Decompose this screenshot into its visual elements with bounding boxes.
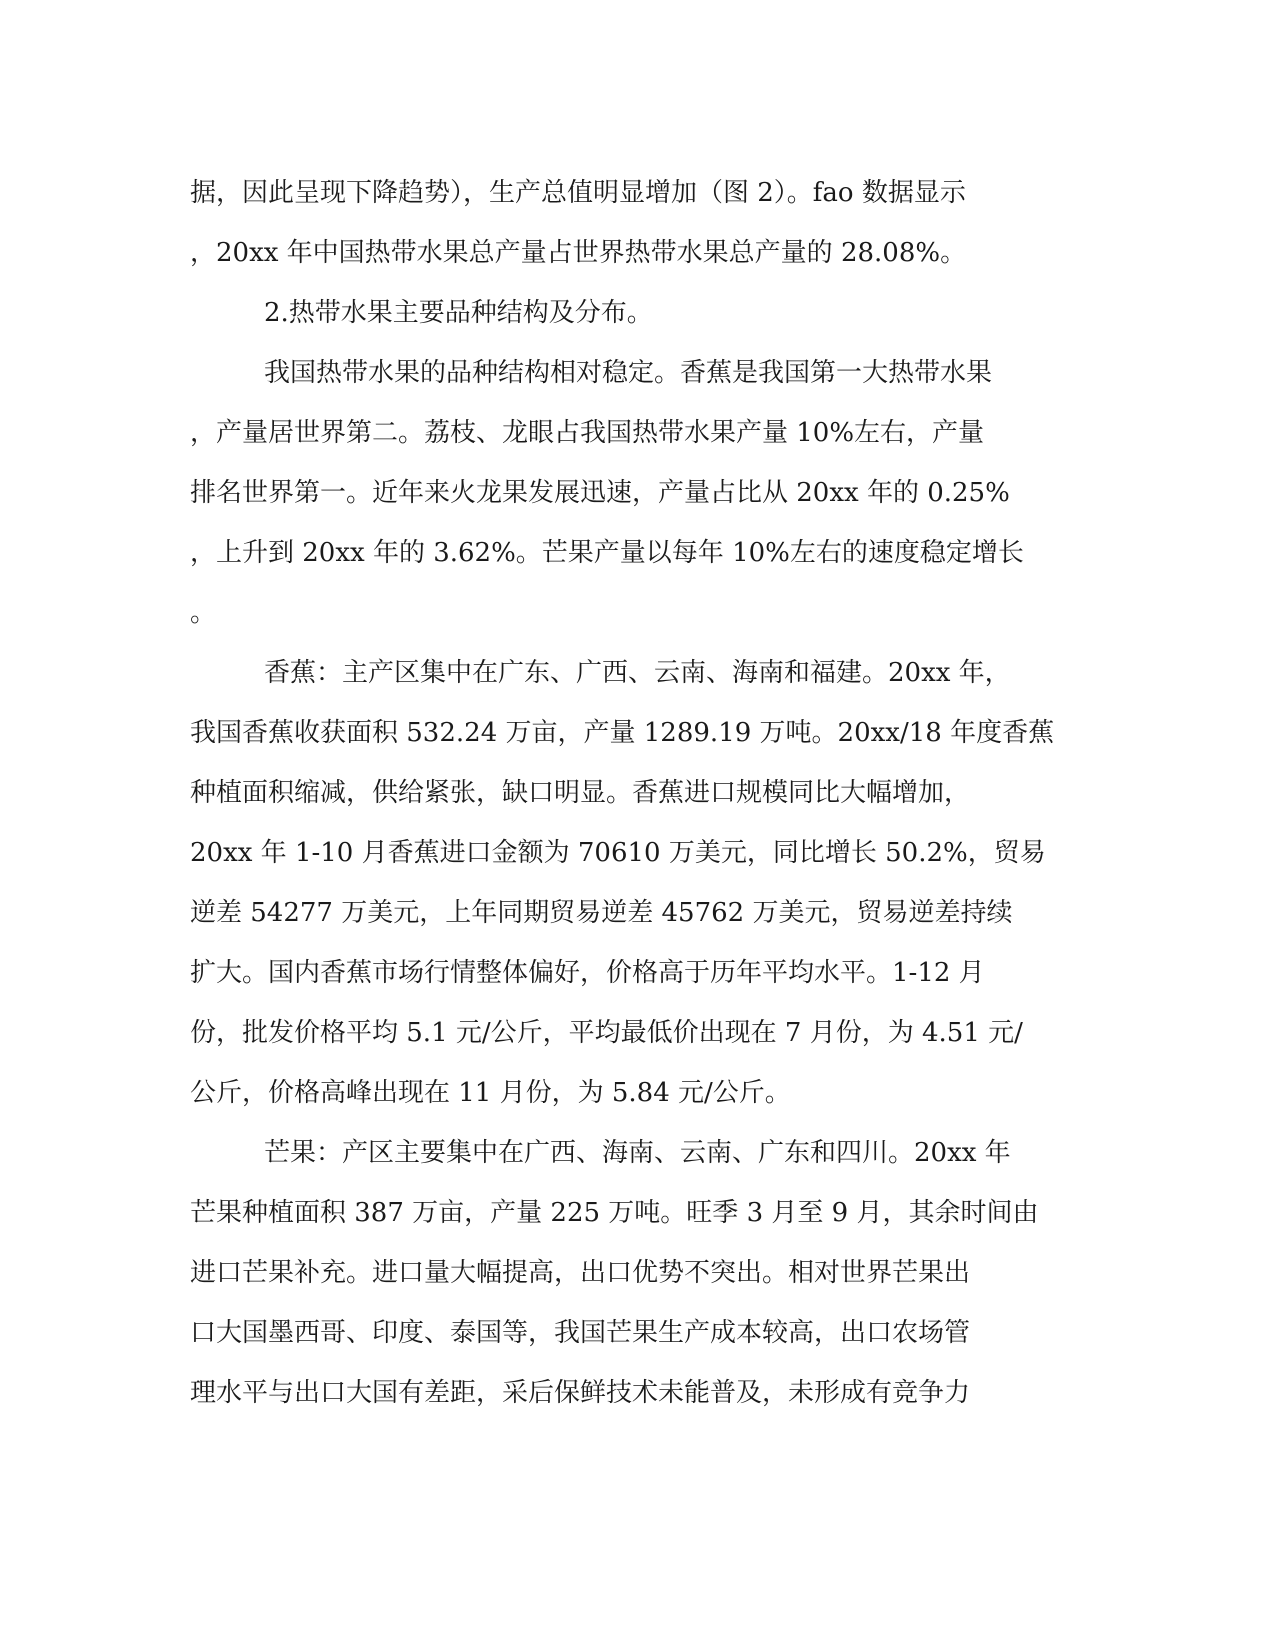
text-line: ，产量居世界第二。荔枝、龙眼占我国热带水果产量 10%左右，产量 xyxy=(190,418,985,448)
text-line: 理水平与出口大国有差距，采后保鲜技术未能普及，未形成有竞争力 xyxy=(190,1378,971,1408)
text-line: 逆差 54277 万美元，上年同期贸易逆差 45762 万美元，贸易逆差持续 xyxy=(190,898,1013,928)
text-line: 种植面积缩减，供给紧张，缺口明显。香蕉进口规模同比大幅增加， xyxy=(190,778,971,808)
text-line: 香蕉：主产区集中在广东、广西、云南、海南和福建。20xx 年， xyxy=(264,658,1011,688)
text-line: 排名世界第一。近年来火龙果发展迅速，产量占比从 20xx 年的 0.25% xyxy=(190,478,1010,508)
text-line: ，上升到 20xx 年的 3.62%。芒果产量以每年 10%左右的速度稳定增长 xyxy=(190,538,1024,568)
text-line: ，20xx 年中国热带水果总产量占世界热带水果总产量的 28.08%。 xyxy=(190,238,967,268)
text-line: 据，因此呈现下降趋势），生产总值明显增加（图 2）。fao 数据显示 xyxy=(190,178,966,208)
document-body xyxy=(190,163,1090,1423)
text-line: 芒果种植面积 387 万亩，产量 225 万吨。旺季 3 月至 9 月，其余时间由 xyxy=(190,1198,1039,1228)
text-line: 芒果：产区主要集中在广西、海南、云南、广东和四川。20xx 年 xyxy=(264,1138,1011,1168)
text-line: 公斤，价格高峰出现在 11 月份，为 5.84 元/公斤。 xyxy=(190,1078,791,1108)
text-line: 口大国墨西哥、印度、泰国等，我国芒果生产成本较高，出口农场管 xyxy=(190,1318,971,1348)
text-line: 份，批发价格平均 5.1 元/公斤，平均最低价出现在 7 月份，为 4.51 元/ xyxy=(190,1018,1023,1048)
text-line: 我国热带水果的品种结构相对稳定。香蕉是我国第一大热带水果 xyxy=(264,358,993,388)
text-line: 进口芒果补充。进口量大幅提高，出口优势不突出。相对世界芒果出 xyxy=(190,1258,971,1288)
section-heading: 2.热带水果主要品种结构及分布。 xyxy=(264,298,653,328)
text-line: 20xx 年 1-10 月香蕉进口金额为 70610 万美元，同比增长 50.2%，贸易 xyxy=(190,838,1046,868)
text-line: 扩大。国内香蕉市场行情整体偏好，价格高于历年平均水平。1-12 月 xyxy=(190,958,985,988)
text-line: 我国香蕉收获面积 532.24 万亩，产量 1289.19 万吨。20xx/18 年度香蕉 xyxy=(190,718,1055,748)
text-line: 。 xyxy=(190,598,217,628)
